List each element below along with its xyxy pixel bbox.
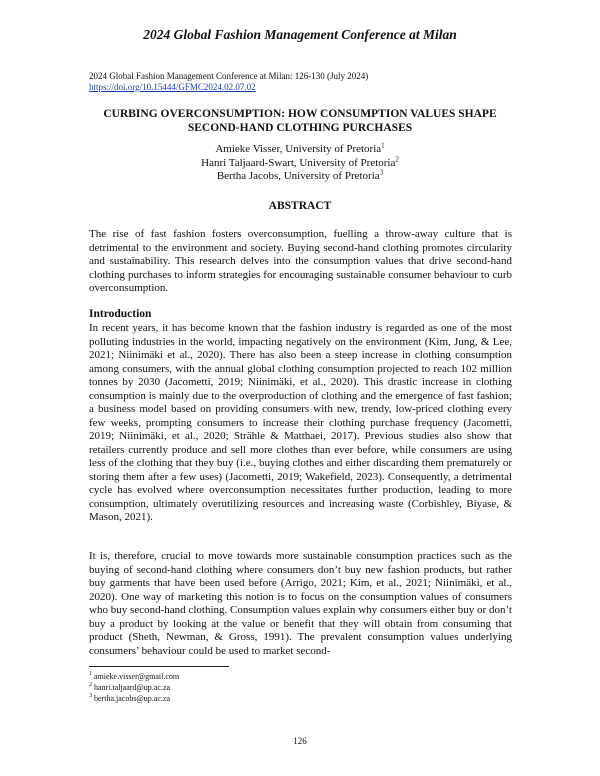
introduction-paragraph-2: It is, therefore, crucial to move towards more sustainable consumption practices such as the buying of second-hand clothing where consumers don’t buy new fashion products, but rather buy garments that have been used before (Arrigo, 2021; Kim, et al., 2021; Niinimäki, et al., 2020). One way of marketing this notion is to focus on the consumption values of consumers who buy second-hand clothing. Consumption values explain why consumers either buy or don’t buy a product by looking at the value or benefit that they will obtain from consuming that product (Sheth, Newman, & Gross, 1991). The prevalent consumption values underlying consumers’ behaviour could be used to market second-: [89, 550, 512, 657]
footnote-3: $^3$ bertha.jacobs@up.ac.za: [89, 692, 170, 703]
author-3: Bertha Jacobs, University of Pretoria$^3$: [216, 168, 384, 182]
doi-link[interactable]: https://doi.org/10.15444/GFMC2024.02.07.02: [89, 82, 256, 92]
author-2-mark: 2: [395, 154, 399, 163]
footnote-1-email: amieke.visser@gmail.com: [94, 672, 180, 681]
abstract-text: The rise of fast fashion fosters overconsumption, fuelling a throw-away culture that is detrimental to the environment and society. Buying second-hand clothing promotes circularity and sustainability. This research delves into the consumption values that drive second-hand clothing purchases to inform strategies for encouraging sustainable consumer behaviour to curb overconsumption.: [89, 228, 512, 294]
footnote-2-email: hanri.taljaard@up.ac.za: [94, 682, 170, 692]
citation-block: [89, 71, 368, 93]
abstract-heading: ABSTRACT: [268, 200, 332, 212]
footnote-1: $^1$ amieke.visser@gmail.com: [89, 671, 180, 681]
author-list: [0, 143, 600, 184]
author-1-mark: 1: [381, 141, 385, 150]
running-head: 2024 Global Fashion Management Conference at Milan: [143, 27, 457, 42]
paper-title: [60, 107, 540, 135]
introduction-heading: Introduction: [89, 308, 152, 320]
author-3-mark: 3: [379, 168, 384, 177]
introduction-paragraph-1: In recent years, it has become known that the fashion industry is regarded as one of the most polluting industries in the world, impacting negatively on the environment (Kim, Jung, & Lee, 2021; Niinimäki et al., 2020). There has also been a steep increase in clothing consumption among consumers, with the annual global clothing consumption projected to reach 102 million tonnes by 2030 (Jacometti, 2019; Niinimäki, et al., 2020). This drastic increase in clothing consumption is mainly due to the overproduction of clothing and the emergence of fast fashion; a business model based on providing consumers with new, trendy, low-priced clothing every few weeks, prompting consumers to increase their clothing purchase frequency (Jacometti, 2019; Niinimäki, et al., 2020; Strähle & Matthaei, 2017). Previous studies also show that retailers currently produce and sell more clothes than ever before, while consumers are using less of the clothing that they buy (i.e., buying clothes and either discarding them prematurely or storing them after a few uses) (Jacometti, 2019; Wakefield, 2023). Consequently, a detrimental cycle has evolved where overconsumption necessitates further production, leading to more consumption, ultimately overutilizing resources and increasing waste (Corbishley, Biyase, & Mason, 2021).: [89, 322, 512, 523]
footnote-divider: [89, 666, 229, 667]
page-number: 126: [293, 736, 307, 746]
footnotes: [89, 672, 179, 704]
title-line-1: CURBING OVERCONSUMPTION: HOW CONSUMPTION VALUES SHAPE: [103, 108, 497, 120]
footnote-3-email: bertha.jacobs@up.ac.za: [94, 693, 170, 703]
author-2: Hanri Taljaard-Swart, University of Pretoria$^2$: [201, 154, 399, 169]
title-line-2: SECOND-HAND CLOTHING PURCHASES: [187, 122, 413, 134]
footnote-2: $^2$ hanri.taljaard@up.ac.za: [89, 682, 170, 692]
author-1: Amieke Visser, University of Pretoria$^1$: [215, 141, 385, 155]
citation-line: 2024 Global Fashion Management Conference at Milan: 126-130 (July 2024): [89, 71, 369, 81]
